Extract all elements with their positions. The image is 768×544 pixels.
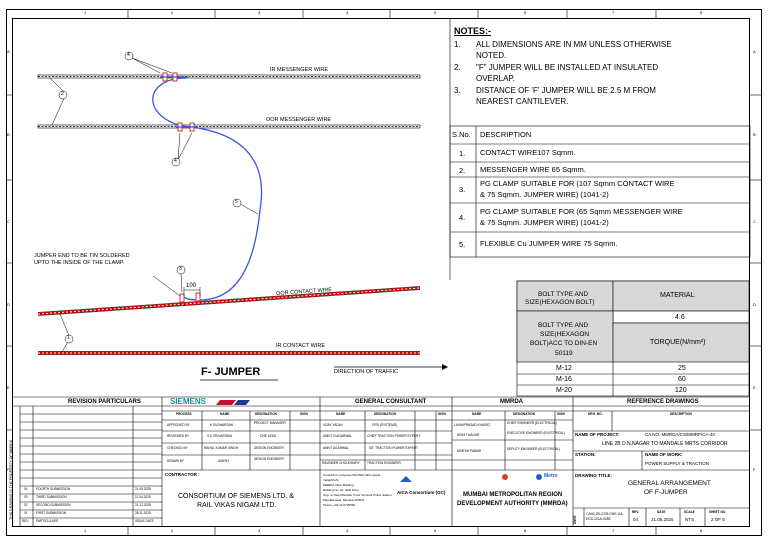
oor-contact-label: OOR CONTACT WIRE [275,287,333,297]
bolt-row-3-torque: 120 [675,387,687,394]
callout-4-top: 4 [127,52,130,58]
callout-3: 3 [179,266,182,272]
rev-row-1-date: 21.05.2025 [135,487,151,491]
bolt-row-2-torque: 60 [678,376,686,383]
col-label-6: 6 [524,10,527,15]
gc-row-3-name: ANKIT AGARWAL [323,446,349,450]
mm-row-3-name: DINESH PAWAR [457,449,482,453]
jumper-note-line-2: UPTO THE INSIDE OF THE CLAMP. [34,260,125,266]
gc-row-3-designation: SR. TRACTION POWER EXPERT [369,446,418,450]
pg-clamp-oor-messenger [176,123,198,131]
bolt-row-2-size: M-16 [556,376,572,383]
col-label-2-bottom: 2 [171,528,174,533]
general-consultant-header: GENERAL CONSULTANT [355,399,427,405]
part-5-no: 5. [459,240,466,249]
note-2-line1: "F" JUMPER WILL BE INSTALLED AT INSULATED [476,63,659,72]
property-side-note: THIS DRAWING IS THE PROPERTY OF MMRDA [9,439,13,520]
drawing-title-line-1: GENERAL ARRANGEMENT [628,480,711,487]
gc-row-1-designation: GPD (SYSTEMS) [372,423,398,427]
bolt-header-material: MATERIAL [660,292,695,299]
col-label-6-bottom: 6 [524,528,527,533]
aica-address-7: Phone: +91 22 6725560 [323,503,356,507]
notes-title: NOTES:- [454,26,491,36]
rev-header-date: ISSUE DATE [135,519,154,523]
rev-row-1-rev: 04 [24,487,28,491]
aica-address-2: India(AICA) [323,478,339,482]
siemens-row-3-designation: DESIGN ENGINEER [254,446,284,450]
callout-1: 1 [67,335,70,341]
siemens-row-3-process: CHECKED BY [167,446,188,450]
contractor-label: CONTRACTOR : [165,472,200,477]
row-label-a: A [7,49,10,54]
station-label: STATION: [575,452,596,457]
parts-header-desc: DESCRIPTION [480,130,532,139]
siemens-col-sign: SIGN [300,412,308,416]
col-label-7: 7 [612,10,615,15]
note-2-line2: OVERLAP. [476,74,515,83]
revision-particulars-header: REVISION PARTICULARS [68,399,141,405]
siemens-row-2-process: REVIEWED BY [167,434,190,438]
mm-col-name: NAME [472,412,482,416]
callout-5: 5 [235,199,238,205]
direction-of-traffic-label: DIRECTION OF TRAFFIC [334,369,399,375]
oor-messenger-wire [38,125,420,128]
aica-address-6: Mandale East, Mumbai 400037 [323,498,365,502]
mmrda-logo [502,474,542,480]
row-label-e: E [7,385,10,390]
sheet-value: 2 OF 5 [711,517,725,522]
name-of-work-value: POWER SUPPLY & TRACTION [645,461,710,466]
col-label-1: 1 [84,10,87,15]
col-label-3: 3 [258,10,261,15]
row-label-c: C [7,219,10,224]
col-label-8-bottom: 8 [700,528,703,533]
siemens-row-1-designation: PROJECT MANAGER [254,421,286,425]
name-of-project-value: CA NO. MMRDA/CS/MMRP/CA-40 [645,432,716,437]
row-label-f: F [7,467,10,472]
siemens-logo: SIEMENS [170,397,207,406]
mmrda-full-line-1: MUMBAI METROPOLITAN REGION [463,492,563,498]
siemens-row-3-name: RAHUL KUMAR SINGH [204,446,239,450]
reference-drawings-header: REFERENCE DRAWINGS [627,399,699,405]
aica-address-1: Consortium of Ayesa-ITALTER-CEG-Ayesa [323,473,381,477]
ir-contact-label: IR CONTACT WIRE [276,343,325,349]
ref-description: DESCRIPTION [670,412,692,416]
project-line: LINE 2B D.N.NAGAR TO MANDALE MRTS CORRIDOR [602,441,728,447]
bolt-header-3b: SIZE(HEXAGON [540,331,590,338]
contractor-line-1: CONSORTIUM OF SIEMENS LTD. & [178,493,295,500]
scale-value: NTS [685,517,694,522]
mmrda-full-line-2: DEVELOPMENT AUTHORITY (MMRDA) [457,501,568,507]
bolt-header-3d: 50119 [555,350,573,357]
bolt-header-1b: SIZE(HEXAGON BOLT) [525,299,595,306]
rev-row-4-date: 28.11.2025 [135,511,151,515]
bolt-row-1-size: M-12 [556,365,572,372]
rev-row-3-date: 21.12.2025 [135,503,151,507]
siemens-col-name: NAME [220,412,230,416]
note-3-line1: DISTANCE OF 'F' JUMPER WILL BE 2.5 M FROM [476,86,656,95]
rev-row-2-rev: 03 [24,495,28,499]
rvnl-logo [216,400,250,405]
oor-messenger-label: OOR MESSENGER WIRE [266,117,332,123]
gc-col-designation: DESIGNATION [374,412,396,416]
siemens-row-4-designation: DESIGN ENGINEER [254,457,284,461]
siemens-row-2-designation: OHE LEAD [260,434,277,438]
aica-address-3: MMRDA office Building, [323,483,355,487]
col-label-3-bottom: 3 [258,528,261,533]
metro-brand: Metro [544,473,558,479]
aica-logo [400,476,412,482]
note-3-num: 3. [454,86,461,95]
col-label-5: 5 [434,10,437,15]
row-label-b-right: B [753,132,756,137]
jumper-note-line-1: JUMPER END TO BE TIN SOLDERED [34,253,130,259]
bolt-header-3a: BOLT TYPE AND [538,322,589,329]
bolt-row-1-torque: 25 [678,365,686,372]
ref-drg-no: DRG. NO. [588,412,603,416]
row-label-f-right: F [753,467,756,472]
bolt-header-torque: TORQUE(N/mm²) [650,339,706,346]
callout-4-mid: 4 [174,158,177,164]
aica-address-4: Building No. 01, 3RD Floor, [323,488,360,492]
bolt-row-3-size: M-20 [556,387,572,394]
col-label-8: 8 [700,10,703,15]
rev-header-rev: REV [22,519,29,523]
gc-row-1-name: VIJAY YADAV [323,423,343,427]
part-4-no: 4. [459,213,466,222]
part-3-no: 3. [459,185,466,194]
siemens-row-4-process: DRAWN BY [167,459,185,463]
note-2-num: 2. [454,63,461,72]
ir-messenger-wire [38,75,420,78]
scale-label: SCALE [684,510,695,514]
contractor-line-2: RAIL VIKAS NIGAM LTD. [197,502,277,509]
gc-row-2-name: ANKIT N AGARWAL [323,434,352,438]
mm-col-designation: DESIGNATION [513,412,535,416]
gc-row-4-name: RAVINDER CHOUDHARY [322,461,360,465]
dwg-number-line: CA40-2B-CSR-OHE-GA-DCD-DGA-0080 [586,512,624,521]
pg-clamp-contact [180,293,200,302]
ir-messenger-label: IR MESSENGER WIRE [270,67,329,73]
part-1-no: 1. [459,149,466,158]
gc-row-2-designation: CHIEF TRACTION POWER EXPERT [367,434,421,438]
col-label-7-bottom: 7 [612,528,615,533]
siemens-row-1-process: APPROVED BY [167,423,190,427]
note-1-num: 1. [454,40,461,49]
gc-col-name: NAME [336,412,346,416]
part-2-no: 2. [459,166,466,175]
siemens-col-designation: DESIGNATION [255,412,277,416]
col-label-2: 2 [171,10,174,15]
flexible-jumper [153,78,262,300]
drawing-title-label: DRAWING TITLE: [575,473,612,478]
part-3-desc-1: PG CLAMP SUITABLE FOR (107 Sqmm CONTACT WIRE [480,179,675,188]
mm-col-sign: SIGN [557,412,565,416]
part-2-desc: MESSENGER WIRE 65 Sqmm. [480,165,586,174]
row-label-d: D [7,302,10,307]
drawing-title-line-2: OF F-JUMPER [644,489,688,496]
rev-header-part: PARTICULARS [36,519,59,523]
date-value: 21.05.2025 [651,517,674,522]
siemens-row-2-name: S K SRIVASTAVA [207,434,233,438]
rev-label: REV. [632,510,640,514]
name-of-project-label: NAME OF PROJECT: [575,432,620,437]
row-label-d-right: D [753,302,756,307]
parts-header-no: S.No. [452,130,471,139]
note-1-line2: NOTED. [476,51,507,60]
mm-row-3-designation: DEPUTY ENGINEER (ELECTRICAL) [507,447,561,451]
rev-value: 04 [633,517,639,522]
mm-row-2-designation: EXECUTIVE ENGINEER (ELECTRICAL) [507,431,566,435]
aica-address-5: Opp. to New Mandale Truck Terminal Police Station, [323,493,393,497]
mm-row-2-name: MOHIT NAGAR [457,433,480,437]
col-label-1-bottom: 1 [84,528,87,533]
rev-row-3-part: SECOND SUBMISSION [36,503,71,507]
col-label-4-bottom: 4 [346,528,349,533]
mmrda-header: MMRDA [500,399,523,405]
rev-row-4-rev: 01 [24,511,28,515]
part-1-desc: CONTACT WIRE107 Sqmm. [480,148,576,157]
row-label-e-right: E [753,385,756,390]
part-4-desc-1: PG CLAMP SUITABLE FOR (65 Sqmm MESSENGER WIRE [480,207,683,216]
rev-row-2-part: THIRD SUBMISSION [36,495,67,499]
mm-row-1-designation: CHIEF ENGINEER (ELECTRICAL) [507,421,557,425]
rev-row-3-rev: 02 [24,503,28,507]
mm-row-1-name: LAXMIPRASAD KHARAT [454,423,491,427]
rev-row-4-part: FIRST SUBMISSION [36,511,67,515]
siemens-row-1-name: K SUDHARSAN [210,423,234,427]
pg-clamp-ir-messenger [160,73,188,81]
col-label-4: 4 [346,10,349,15]
row-label-a-right: A [753,49,756,54]
siemens-row-4-name: AAKSH [218,459,229,463]
aica-name: AICA Consortium (GC) [397,490,446,495]
callout-2: 2 [61,91,64,97]
col-label-5-bottom: 5 [434,528,437,533]
note-1-line1: ALL DIMENSIONS ARE IN MM UNLESS OTHERWISE [476,40,672,49]
name-of-work-label: NAME OF WORK: [645,452,683,457]
note-3-line2: NEAREST CANTILEVER. [476,97,569,106]
ir-contact-wire [38,351,420,354]
rev-row-1-part: FOURTH SUBMISSION [36,487,71,491]
part-4-desc-2: & 75 Sqmm. JUMPER WIRE) (1041-2) [480,218,609,227]
sheet-label: SHEET NO [709,510,726,514]
bolt-material-value: 4.6 [675,314,685,321]
row-label-c-right: C [753,219,756,224]
siemens-col-process: PROCESS [176,412,192,416]
part-3-desc-2: & 75 Sqmm. JUMPER WIRE) (1041-2) [480,190,609,199]
rev-row-2-date: 11.04.2025 [135,495,151,499]
date-label: DATE [657,510,666,514]
row-label-b: B [7,132,10,137]
bolt-header-1a: BOLT TYPE AND [538,291,589,298]
drawing-title: F- JUMPER [201,366,261,378]
gc-col-sign: SIGN [438,412,446,416]
part-5-desc: FLEXIBLE Cu JUMPER WIRE 75 Sqmm. [480,239,618,248]
gc-row-4-designation: TRACTION ENGINEER [367,461,401,465]
dwg-label: DWG [573,515,577,524]
bolt-header-3c: BOLT)ACC TO DIN-EN [530,340,598,347]
dimension-label: 100 [186,283,197,289]
